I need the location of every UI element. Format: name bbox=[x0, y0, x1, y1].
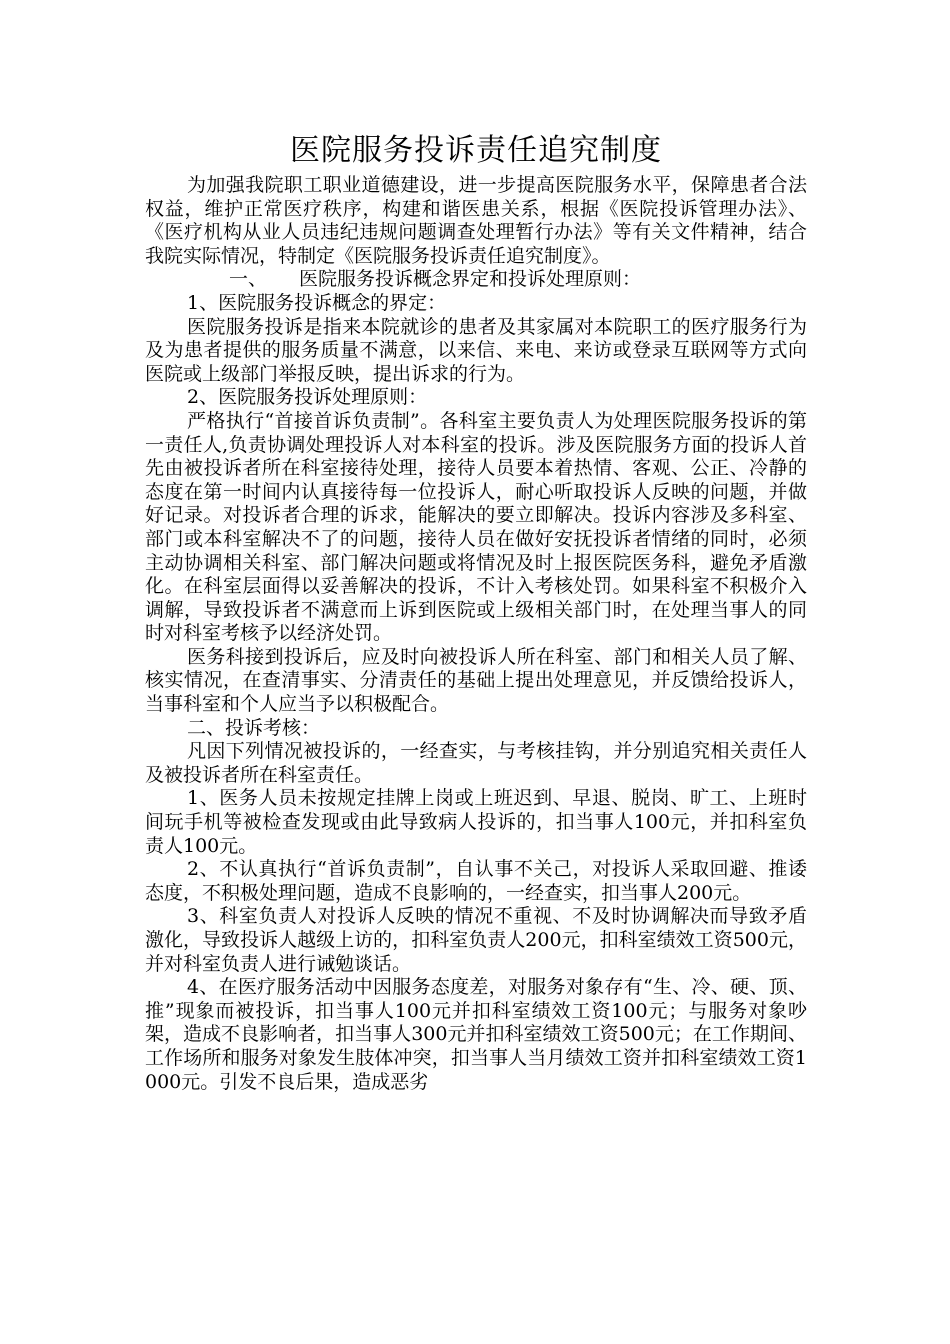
subsection-2-heading: 2、医院服务投诉处理原则： bbox=[187, 386, 428, 409]
section-1-heading bbox=[145, 268, 807, 292]
subsection-2-paragraph: 严格执行“首接首诉负责制”。各科室主要负责人为处理医院服务投诉的第一责任人,负责协调处理投诉人对本科室的投诉。涉及医院服务方面的投诉人首先由被投诉者所在科室接待处理，接待人员要本着热情、客观、公正、冷静的态度在第一时间内认真接待每一位投诉人，耐心听取投诉人反映的问题，并做好记录。对投诉者合理的诉求，能解决的要立即解决。投诉内容涉及多科室、部门或本科室解决不了的问题，接待人员在做好安抚投诉者情绪的同时，必须主动协调相关科室、部门解决问题或将情况及时上报医院医务科，避免矛盾激化。在科室层面得以妥善解决的投诉，不计入考核处罚。如果科室不积极介入调解，导致投诉者不满意而上诉到医院或上级相关部门时，在处理当事人的同时对科室考核予以经济处罚。 bbox=[145, 409, 807, 645]
section-2-intro: 凡因下列情况被投诉的，一经查实，与考核挂钩，并分别追究相关责任人及被投诉者所在科室责任。 bbox=[145, 740, 807, 786]
section-2-heading: 二、投诉考核： bbox=[187, 716, 321, 739]
rule-item-1: 1、医务人员未按规定挂牌上岗或上班迟到、早退、脱岗、旷工、上班时间玩手机等被检查发现或由此导致病人投诉的，扣当事人100元，并扣科室负责人100元。 bbox=[145, 787, 807, 857]
document-page bbox=[145, 128, 807, 1094]
rule-item-4: 4、在医疗服务活动中因服务态度差，对服务对象存有“生、冷、硬、顶、推”现象而被投诉，扣当事人100元并扣科室绩效工资100元；与服务对象吵架，造成不良影响者，扣当事人300元并扣科室绩效工资500元；在工作期间、工作场所和服务对象发生肢体冲突，扣当事人当月绩效工资并扣科室绩效工资1000元。引发不良后果，造成恶劣 bbox=[145, 976, 807, 1093]
medical-dept-paragraph: 医务科接到投诉后，应及时向被投诉人所在科室、部门和相关人员了解、核实情况，在查清事实、分清责任的基础上提出处理意见，并反馈给投诉人，当事科室和个人应当予以积极配合。 bbox=[145, 645, 807, 716]
subsection-1-heading: 1、医院服务投诉概念的界定： bbox=[187, 291, 447, 314]
section-1-number: 一、 bbox=[229, 268, 268, 291]
section-1-heading-text: 医院服务投诉概念界定和投诉处理原则： bbox=[299, 268, 642, 291]
rule-item-2: 2、不认真执行“首诉负责制”，自认事不关己，对投诉人采取回避、推诿态度，不积极处理问题，造成不良影响的，一经查实，扣当事人200元。 bbox=[145, 858, 807, 904]
subsection-1-paragraph: 医院服务投诉是指来本院就诊的患者及其家属对本院职工的医疗服务行为及为患者提供的服务质量不满意，以来信、来电、来访或登录互联网等方式向医院或上级部门举报反映，提出诉求的行为。 bbox=[145, 315, 807, 385]
document-title: 医院服务投诉责任追究制度 bbox=[290, 133, 662, 168]
intro-paragraph: 为加强我院职工职业道德建设，进一步提高医院服务水平，保障患者合法权益，维护正常医疗秩序，构建和谐医患关系，根据《医院投诉管理办法》、《医疗机构从业人员违纪违规问题调查处理暂行办法》等有关文件精神，结合我院实际情况，特制定《医院服务投诉责任追究制度》。 bbox=[145, 174, 807, 267]
rule-item-3: 3、科室负责人对投诉人反映的情况不重视、不及时协调解决而导致矛盾激化，导致投诉人越级上访的，扣科室负责人200元，扣科室绩效工资500元，并对科室负责人进行诫勉谈话。 bbox=[145, 905, 807, 975]
